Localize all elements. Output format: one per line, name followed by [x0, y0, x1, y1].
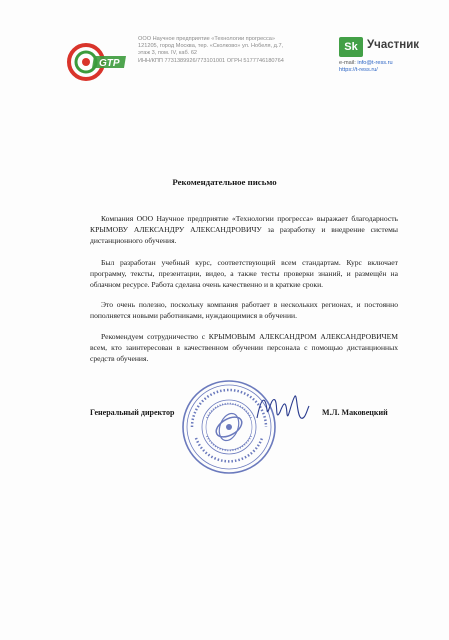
signer-position: Генеральный директор — [90, 408, 175, 417]
company-line: этаж 3, пом. IV, каб. 62 — [138, 50, 198, 57]
contact-email — [339, 60, 393, 66]
company-line: ООО Научное предприятие «Технологии прогресса» — [138, 36, 275, 42]
signer-name: М.Л. Маковецкий — [322, 408, 388, 417]
company-line: ИНН/КПП 7731389926/773101001 ОГРН 5177746180764 — [138, 57, 284, 64]
letter-title: Рекомендательное письмо — [172, 177, 277, 187]
company-logo-icon — [66, 42, 128, 82]
letter-paragraph: Был разработан учебный курс, соответствующий всем стандартам. Курс включает программу, тексты, презентации, видео, а также тесты проверки знаний, и размещён на облачном ресурсе. Работа сделана очень качественно и в краткие сроки. — [90, 258, 398, 289]
skolkovo-participant-label: Участник — [367, 39, 420, 51]
company-requisites — [138, 36, 318, 65]
letter-paragraph: Это очень полезно, поскольку компания работает в нескольких регионах, и постоянно пополняется новыми работниками, нуждающимися в обучении. — [90, 300, 398, 320]
letter-paragraph: Компания ООО Научное предприятие «Технологии прогресса» выражает благодарность КРЫМОВУ АЛЕКСАНДРУ АЛЕКСАНДРОВИЧУ за разработку и внедрение системы дистанционного обучения. — [90, 214, 398, 245]
handwritten-signature-icon — [253, 388, 313, 428]
letter-paragraph: Рекомендуем сотрудничество с КРЫМОВЫМ АЛЕКСАНДРОМ АЛЕКСАНДРОВИЧЕМ всем, кто заинтересован в качественном обучении персонала с помощью дистанционных средств обучения. — [90, 332, 398, 363]
email-link[interactable]: info@t-ress.ru — [357, 60, 393, 66]
svg-text:GTP: GTP — [99, 58, 120, 69]
email-label: e-mail: — [339, 60, 356, 66]
company-line: 121205, город Москва, тер. «Сколково» ул. Нобеля, д.7, — [138, 43, 284, 50]
skolkovo-badge-icon: Sk — [339, 37, 363, 57]
website-link[interactable]: https://t-ress.ru/ — [339, 67, 378, 73]
